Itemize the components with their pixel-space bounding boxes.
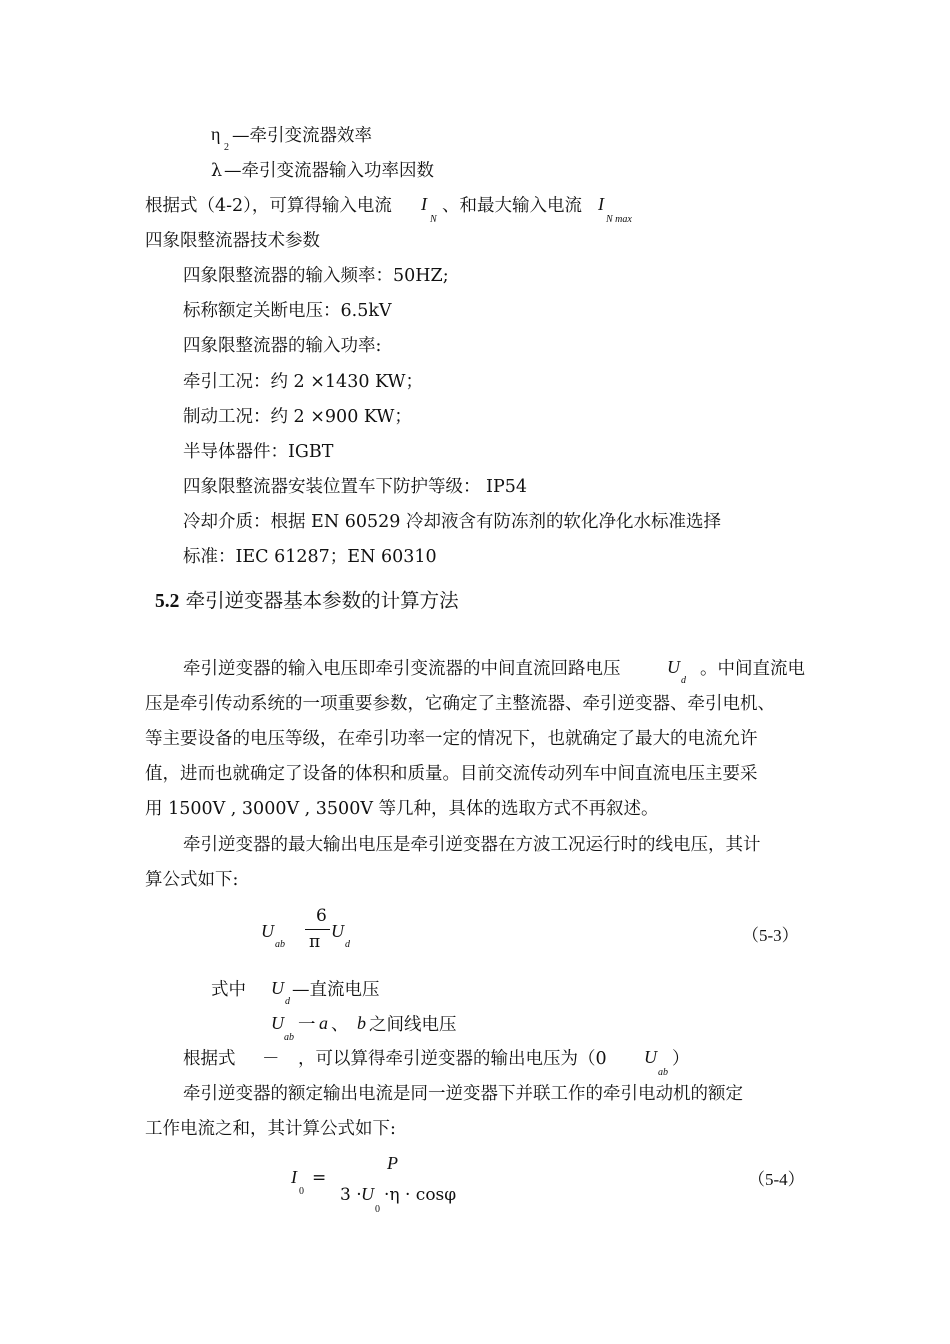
eq53-numerator: 6 — [316, 906, 327, 926]
out-var-sub: ab — [658, 1067, 668, 1078]
section-title-rectifier: 四象限整流器技术参数 — [145, 231, 320, 251]
section-heading-title: 牵引逆变器基本参数的计算方法 — [185, 589, 459, 612]
eq53-label: （5-3） — [742, 926, 799, 945]
eq54-lhs-sub: 0 — [299, 1186, 304, 1197]
where-v2-a: a — [319, 1013, 328, 1033]
body1-line2: 压是牵引传动系统的一项重要参数，它确定了主整流器、牵引逆变器、牵引电机、 — [145, 694, 775, 714]
section-heading — [155, 589, 459, 614]
var-inmax-sub: N max — [606, 214, 632, 225]
out-var: U — [644, 1047, 657, 1067]
spec-item: 四象限整流器安装位置车下防护等级： IP54 — [183, 477, 528, 497]
section-number: 5.2 — [155, 591, 180, 612]
body1-line5: 用 1500V , 3000V , 3500V 等几种，具体的选取方式不再叙述。 — [145, 799, 659, 819]
where-v2-sub: ab — [284, 1032, 294, 1043]
var-in: I — [421, 194, 427, 214]
where-v2: U — [271, 1013, 284, 1033]
eq53-lhs: U — [261, 921, 274, 941]
eq54-den-var: U — [361, 1184, 374, 1204]
lambda-symbol: λ — [211, 161, 223, 181]
var-in-sub: N — [430, 214, 437, 225]
eta-definition: —牵引变流器效率 — [232, 126, 372, 146]
spec-item: 冷却介质：根据 EN 60529 冷却液含有防冻剂的软化净化水标准选择 — [183, 512, 721, 532]
where-v1-text: —直流电压 — [292, 980, 380, 1000]
spec-item: 制动工况：约 2 ×900 KW； — [183, 407, 412, 427]
where-v2-b: b — [357, 1013, 366, 1033]
where-v2-dash: 一 — [298, 1015, 316, 1035]
body2-line2: 算公式如下: — [145, 870, 239, 890]
eq53-denominator: π — [309, 932, 321, 952]
eq54-lhs: I — [291, 1167, 297, 1187]
out-dash: － — [262, 1049, 280, 1069]
eq54-den-sub: 0 — [375, 1204, 380, 1215]
eq54-den-b: ·η · cosφ — [384, 1185, 457, 1205]
where-v1: U — [271, 978, 284, 998]
eq53-lhs-sub: ab — [275, 939, 285, 950]
calc-text-2: 、和最大输入电流 — [442, 196, 582, 216]
body2-line1: 牵引逆变器的最大输出电压是牵引逆变器在方波工况运行时的线电压，其计 — [183, 835, 761, 855]
spec-item: 标称额定关断电压：6.5kV — [183, 301, 392, 321]
where-prefix: 式中 — [211, 980, 246, 1000]
body1-line1-tail: 。中间直流电 — [700, 659, 805, 679]
eq54-equals: = — [312, 1168, 327, 1188]
eq53-rhs: U — [331, 921, 344, 941]
eq53-fraction-bar — [305, 929, 330, 930]
where-v2-text: 之间线电压 — [369, 1015, 457, 1035]
spec-item: 四象限整流器的输入频率：50HZ; — [183, 266, 449, 286]
spec-item: 半导体器件：IGBT — [183, 442, 334, 462]
body3-line1: 牵引逆变器的额定输出电流是同一逆变器下并联工作的牵引电动机的额定 — [183, 1084, 743, 1104]
body1-line4: 值，进而也就确定了设备的体积和质量。目前交流传动列车中间直流电压主要采 — [145, 764, 758, 784]
eq54-label: （5-4） — [748, 1170, 805, 1189]
spec-item: 标准：IEC 61287；EN 60310 — [183, 547, 437, 567]
var-ud-sub: d — [681, 675, 686, 686]
where-v2-sep: 、 — [331, 1015, 349, 1035]
out-text-3: ） — [672, 1049, 690, 1069]
body3-line2: 工作电流之和，其计算公式如下: — [145, 1119, 396, 1139]
out-text-2: ，可以算得牵引逆变器的输出电压为（0 — [298, 1049, 607, 1069]
eta-symbol: η — [211, 124, 221, 144]
spec-item: 牵引工况：约 2 ×1430 KW； — [183, 372, 423, 392]
where-v1-sub: d — [285, 996, 290, 1007]
eq53-rhs-sub: d — [345, 939, 350, 950]
var-inmax: I — [598, 194, 604, 214]
spec-item: 四象限整流器的输入功率: — [183, 336, 382, 356]
out-text-1: 根据式 — [183, 1049, 236, 1069]
lambda-definition: —牵引变流器输入功率因数 — [224, 161, 434, 181]
eta-subscript: 2 — [224, 142, 229, 153]
body1-line3: 等主要设备的电压等级，在牵引功率一定的情况下，也就确定了最大的电流允许 — [145, 729, 758, 749]
eq54-den-a: 3 · — [340, 1185, 362, 1205]
eq54-numerator: P — [387, 1153, 398, 1173]
var-ud: U — [667, 657, 680, 677]
body1-line1: 牵引逆变器的输入电压即牵引变流器的中间直流回路电压 — [183, 659, 621, 679]
calc-text-1: 根据式（4-2），可算得输入电流 — [145, 196, 392, 216]
